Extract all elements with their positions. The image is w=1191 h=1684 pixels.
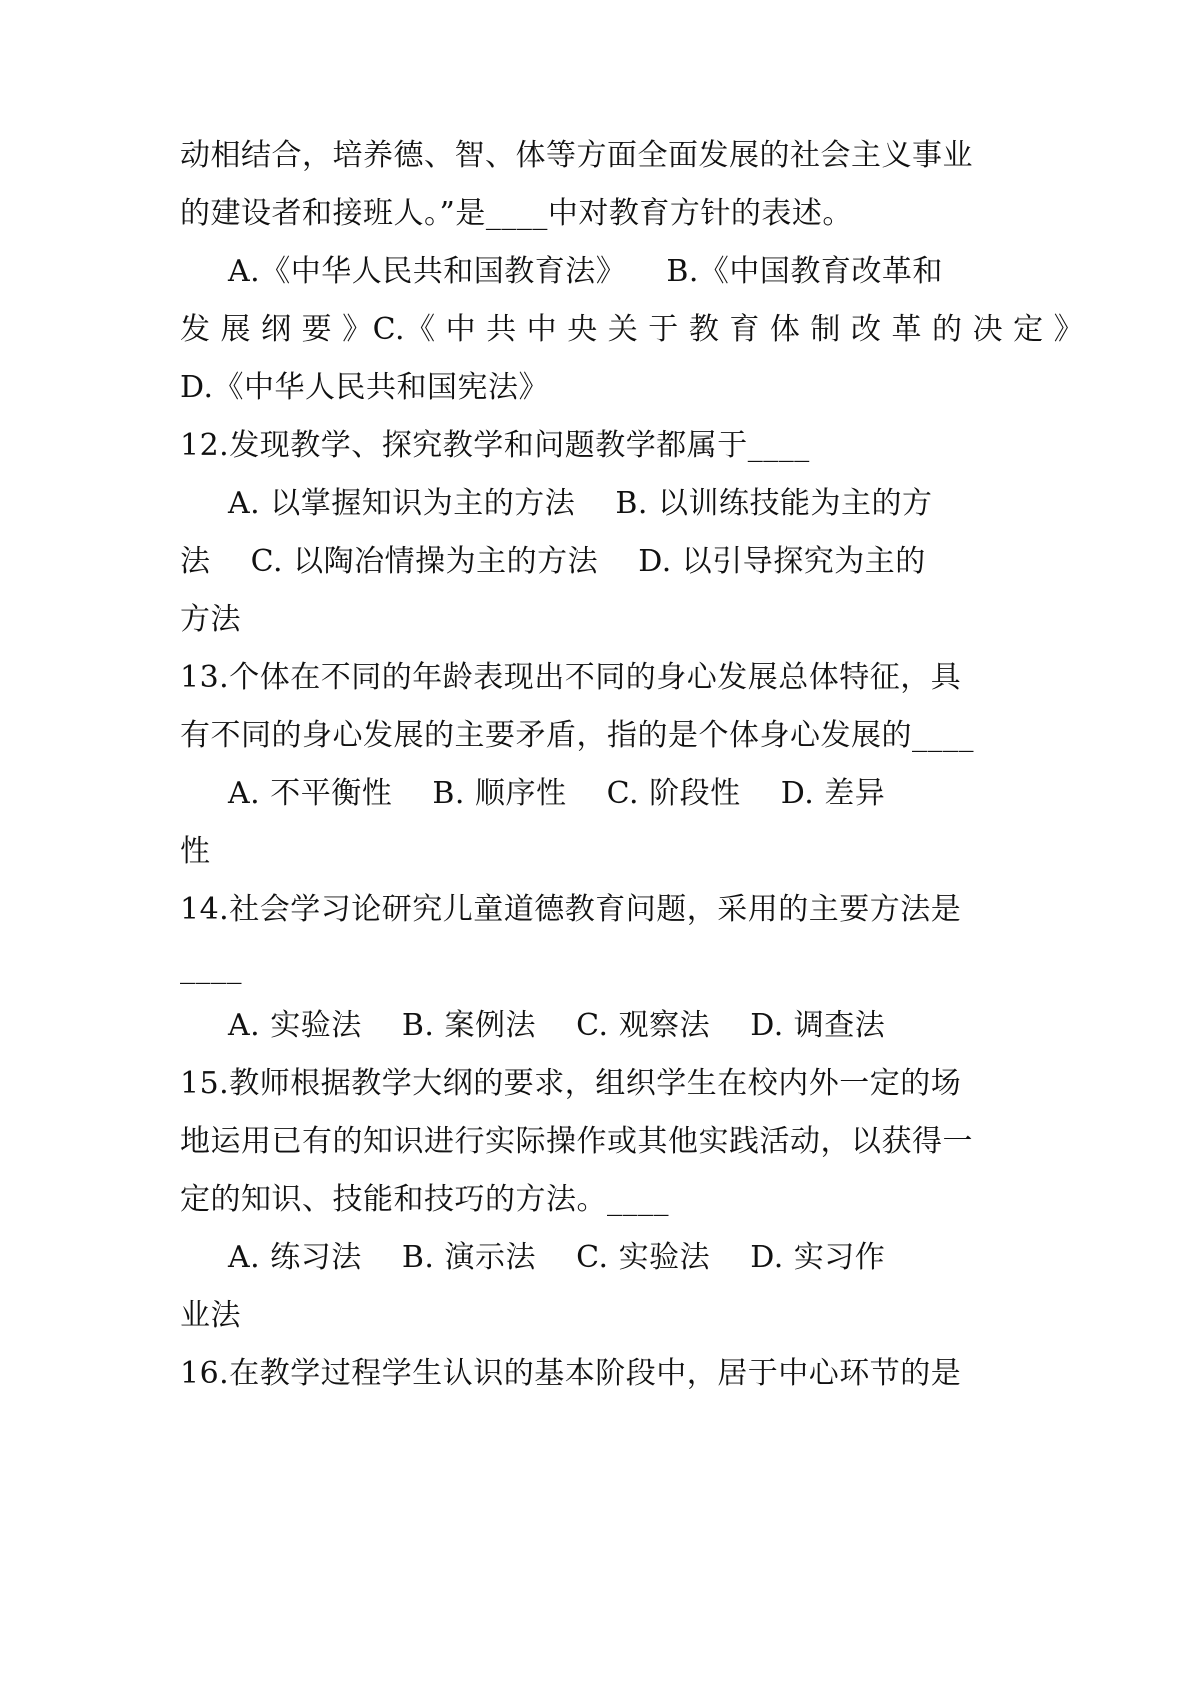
option-line: 发 展 纲 要 》C.《 中 共 中 央 关 于 教 育 体 制 改 革 的 决 定 》	[180, 312, 1085, 347]
option-line: 法 C. 以陶冶情操为主的方法 D. 以引导探究为主的	[180, 544, 926, 579]
option-line: 性	[180, 834, 211, 869]
option-line: A. 练习法 B. 演示法 C. 实验法 D. 实习作	[228, 1240, 886, 1275]
option-line: 方法	[180, 602, 241, 637]
option-line: A. 以掌握知识为主的方法 B. 以训练技能为主的方	[228, 486, 933, 521]
question-16: 16.在教学过程学生认识的基本阶段中，居于中心环节的是	[180, 1356, 962, 1391]
text-line: 动相结合，培养德、智、体等方面全面发展的社会主义事业	[180, 138, 973, 173]
question-14: 14.社会学习论研究儿童道德教育问题，采用的主要方法是	[180, 892, 962, 927]
text-line: 地运用已有的知识进行实际操作或其他实践活动，以获得一	[180, 1124, 973, 1159]
option-line: A. 实验法 B. 案例法 C. 观察法 D. 调查法	[228, 1008, 886, 1043]
option-line: A.《中华人民共和国教育法》 B.《中国教育改革和	[228, 254, 943, 289]
question-12: 12.发现教学、探究教学和问题教学都属于____	[180, 428, 810, 463]
answer-blank: ____	[180, 950, 242, 985]
text-line: 的建设者和接班人。”是____中对教育方针的表述。	[180, 196, 853, 231]
option-line: 业法	[180, 1298, 241, 1333]
option-line: D.《中华人民共和国宪法》	[180, 370, 550, 405]
question-13: 13.个体在不同的年龄表现出不同的身心发展总体特征，具	[180, 660, 962, 695]
text-line: 定的知识、技能和技巧的方法。____	[180, 1182, 669, 1217]
option-line: A. 不平衡性 B. 顺序性 C. 阶段性 D. 差异	[228, 776, 886, 811]
text-line: 有不同的身心发展的主要矛盾，指的是个体身心发展的____	[180, 718, 974, 753]
question-15: 15.教师根据教学大纲的要求，组织学生在校内外一定的场	[180, 1066, 962, 1101]
